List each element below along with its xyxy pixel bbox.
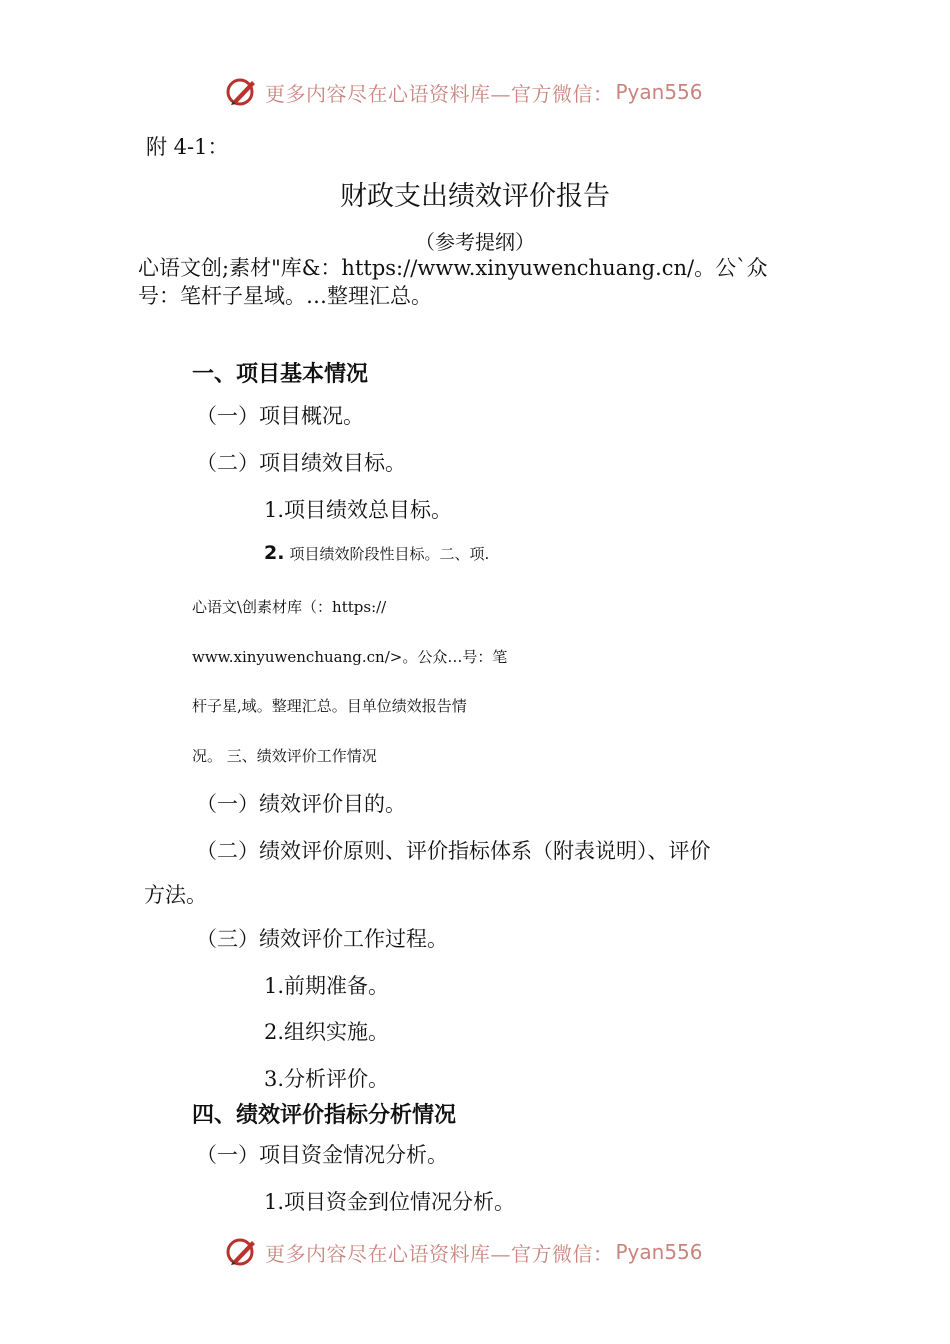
outline-subitem: 1.项目资金到位情况分析。 — [264, 1190, 516, 1214]
pen-logo-icon — [225, 75, 259, 109]
outline-item: （一）项目资金情况分析。 — [196, 1143, 448, 1167]
section-1-heading: 一、项目基本情况 — [192, 362, 369, 387]
outline-subitem: 1.前期准备。 — [264, 974, 390, 998]
outline-item-continued: 方法。 — [144, 883, 207, 907]
source-note-line: 心语文创;素材"库&：https://www.xinyuwenchuang.cn/。公`众 — [138, 256, 768, 280]
note-line: 杆子星,域。整理汇总。目单位绩效报告情 — [192, 697, 467, 715]
section-4-heading: 四、绩效评价指标分析情况 — [192, 1103, 457, 1128]
source-note-line: 号：笔杆子星域。…整理汇总。 — [138, 284, 432, 308]
outline-subitem: 3.分析评价。 — [264, 1067, 390, 1091]
note-line: 况。 三、绩效评价工作情况 — [192, 747, 377, 765]
subitem-number: 2. — [264, 542, 285, 564]
header-banner — [225, 74, 703, 110]
outline-subitem: 1.项目绩效总目标。 — [264, 498, 453, 522]
banner-text: 更多内容尽在心语资料库—官方微信： — [265, 1241, 614, 1266]
document-title: 财政支出绩效评价报告 — [340, 181, 610, 212]
source-note — [138, 254, 818, 310]
note-line: www.xinyuwenchuang.cn/>。公众…号：笔 — [192, 648, 508, 666]
document-subtitle: （参考提纲） — [415, 230, 535, 254]
note-line: 心语文\创素材库（：https:// — [192, 598, 387, 616]
banner-id: Pyan556 — [615, 1240, 703, 1264]
outline-item: （一）绩效评价目的。 — [196, 792, 406, 816]
outline-item: （三）绩效评价工作过程。 — [196, 927, 448, 951]
outline-item: （二）绩效评价原则、评价指标体系（附表说明）、评价 — [196, 839, 711, 863]
outline-subitem: 2.组织实施。 — [264, 1020, 390, 1044]
appendix-label: 附 4-1： — [146, 135, 229, 159]
banner-id: Pyan556 — [615, 80, 703, 104]
outline-item: （一）项目概况。 — [196, 404, 364, 428]
banner-text: 更多内容尽在心语资料库—官方微信： — [265, 81, 614, 106]
subitem-text: 项目绩效阶段性目标。二、项. — [289, 545, 490, 563]
outline-item: （二）项目绩效目标。 — [196, 451, 406, 475]
footer-banner — [225, 1234, 703, 1270]
outline-subitem — [264, 542, 489, 564]
pen-logo-icon — [225, 1235, 259, 1269]
